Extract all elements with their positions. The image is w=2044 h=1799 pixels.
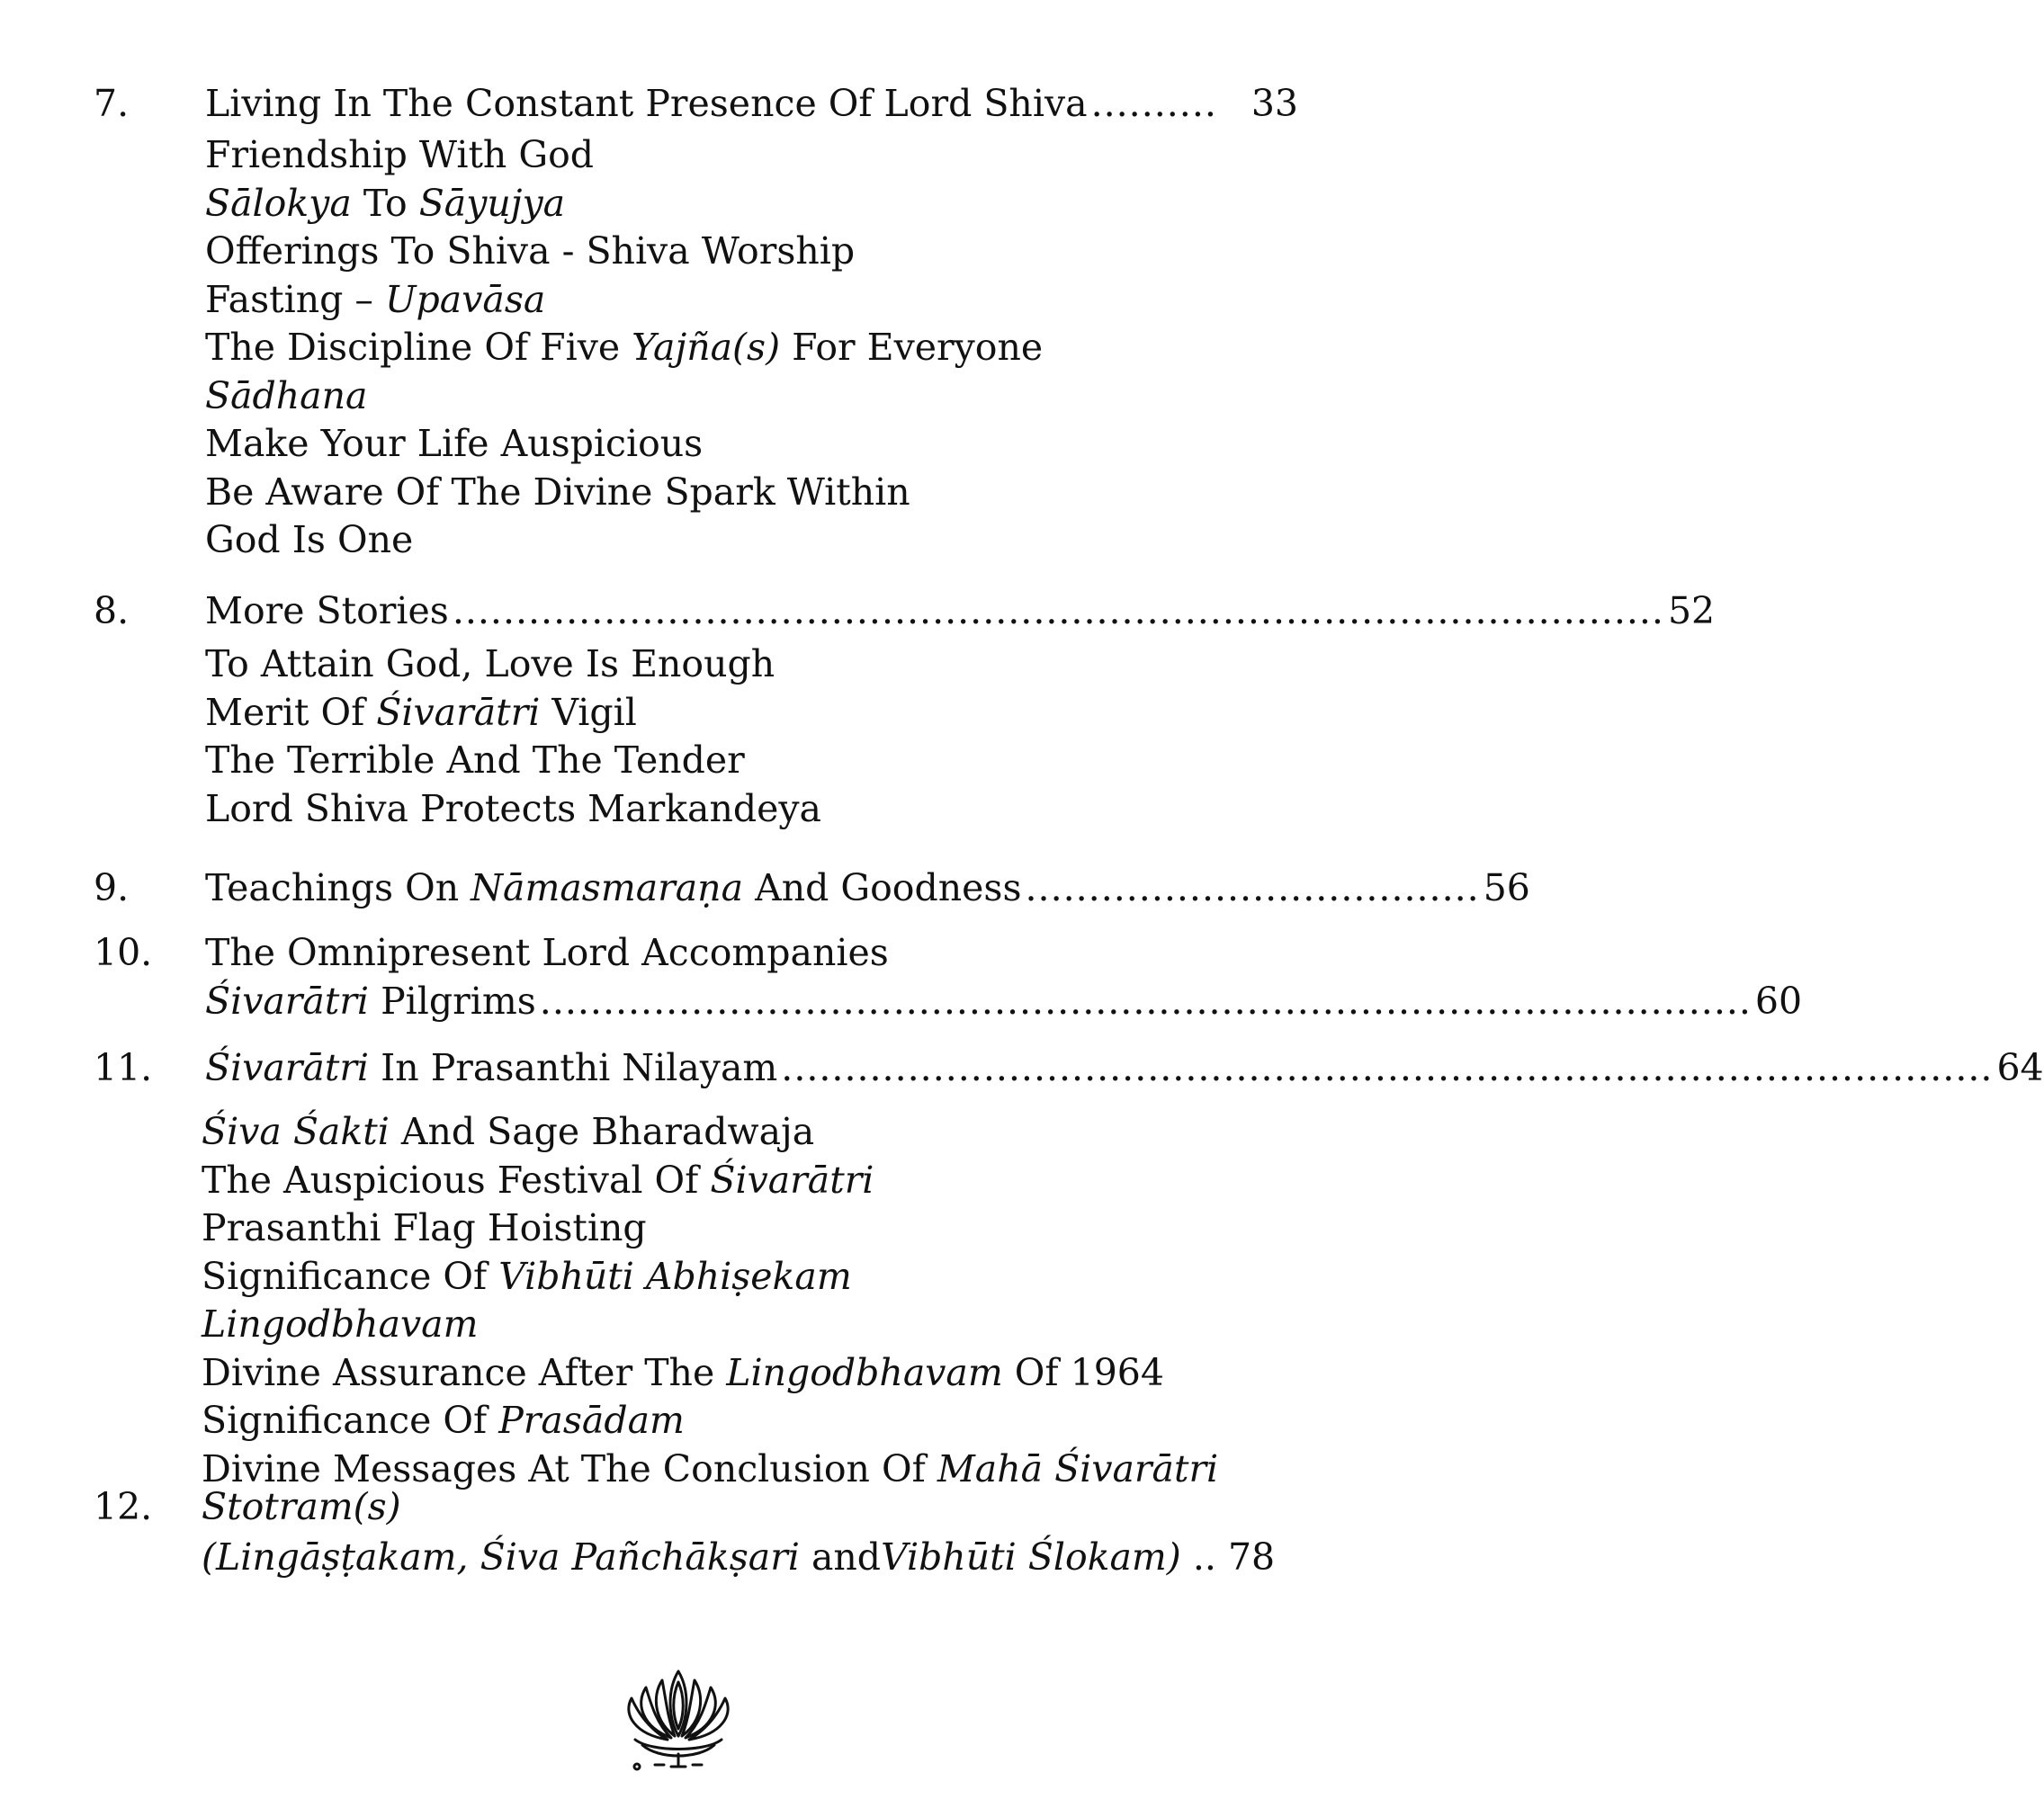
chapter-10-page: 60 <box>1754 980 1803 1023</box>
chapter-10-title-line1[interactable]: The Omnipresent Lord Accompanies <box>205 931 889 974</box>
dot-leader: ................................................................................................ <box>539 980 1752 1023</box>
chapter-8-entry[interactable] <box>205 586 1716 635</box>
chapter-8-number: 8. <box>94 589 130 632</box>
section-text: Offerings To Shiva - Shiva Worship <box>205 229 856 273</box>
section-entry[interactable] <box>202 1349 1326 1398</box>
section-italic-text: Vibhūti Abhiṣekam <box>498 1254 852 1298</box>
section-text: For Everyone <box>780 326 1044 369</box>
section-text: Prasanthi Flag Hoisting <box>202 1206 647 1249</box>
chapter-9-entry[interactable] <box>205 864 1530 912</box>
dot-leader: ................................................................................................ <box>452 589 1664 632</box>
chapter-9-title-part: Teachings On <box>205 866 471 909</box>
section-text: Significance Of <box>202 1254 499 1298</box>
section-text: Fasting – <box>205 277 385 321</box>
section-italic-text: Śivarātri <box>710 1158 874 1202</box>
chapter-9-title-italic: Nāmasmaraṇa <box>471 866 744 909</box>
section-text: Lord Shiva Protects Markandeya <box>205 786 821 830</box>
lotus-icon <box>615 1653 741 1775</box>
chapter-10-number: 10. <box>94 931 153 974</box>
section-entry[interactable] <box>202 1108 1326 1157</box>
section-text: Make Your Life Auspicious <box>205 422 704 465</box>
chapter-12-page: 78 <box>1227 1535 1276 1579</box>
section-text: Vigil <box>540 690 637 734</box>
section-italic-text: Sāyujya <box>418 181 566 225</box>
section-italic-text: Lingodbhavam <box>202 1302 479 1346</box>
chapter-7-page: 33 <box>1251 82 1298 125</box>
section-text: And Sage Bharadwaja <box>389 1110 815 1153</box>
section-entry[interactable] <box>205 640 1330 689</box>
chapter-12-entry[interactable] <box>202 1533 1295 1581</box>
section-entry[interactable] <box>205 785 1330 834</box>
section-italic-text: Yajña(s) <box>632 326 781 369</box>
chapter-11-page: 64 <box>1996 1046 2044 1089</box>
dot-leader: ................................................................................................ <box>781 1046 1994 1089</box>
chapter-11-number: 11. <box>94 1046 153 1089</box>
section-text: Friendship With God <box>205 133 595 176</box>
section-entry[interactable] <box>205 324 1330 372</box>
chapter-10-entry[interactable] <box>205 977 1803 1025</box>
chapter-7-title: Living In The Constant Presence Of Lord Shiva <box>205 82 1088 125</box>
section-text: Be Aware Of The Divine Spark Within <box>205 470 910 514</box>
section-text: Divine Assurance After The <box>202 1350 727 1394</box>
section-text: Significance Of <box>202 1399 499 1442</box>
chapter-8-sections <box>205 640 1330 833</box>
section-italic-text: Mahā Śivarātri <box>937 1446 1219 1490</box>
chapter-11-title <box>205 1043 777 1092</box>
chapter-12-number: 12. <box>94 1485 153 1528</box>
dot-leader: .. <box>1180 1535 1228 1579</box>
chapter-9-number: 9. <box>94 866 130 909</box>
dot-leader: .................................... <box>1025 866 1480 909</box>
section-entry[interactable] <box>202 1301 1326 1349</box>
chapter-7-number: 7. <box>94 82 130 125</box>
section-entry[interactable] <box>205 228 1330 276</box>
chapter-7-entry[interactable] <box>205 79 1298 128</box>
chapter-10-title-line2 <box>205 977 536 1025</box>
chapter-12-stotram-list-end: Vibhūti Ślokam) <box>881 1535 1181 1579</box>
chapter-8-title: More Stories <box>205 589 449 632</box>
chapter-7-sections <box>205 131 1330 565</box>
section-italic-text: Prasādam <box>498 1399 685 1442</box>
section-entry[interactable] <box>205 737 1330 785</box>
section-italic-text: Lingodbhavam <box>726 1350 1003 1394</box>
section-entry[interactable] <box>205 516 1330 565</box>
chapter-11-sections <box>202 1108 1326 1493</box>
dot-leader: .......... <box>1090 82 1217 125</box>
section-entry[interactable] <box>205 276 1330 325</box>
chapter-9-title-part: And Goodness <box>743 866 1022 909</box>
section-italic-text: Śivarātri <box>376 690 541 734</box>
section-italic-text: Śiva Śakti <box>202 1110 390 1153</box>
chapter-10-title-italic: Śivarātri <box>205 980 370 1023</box>
section-text: To Attain God, Love Is Enough <box>205 642 775 685</box>
chapter-11-title-part: In Prasanthi Nilayam <box>369 1046 778 1089</box>
section-entry[interactable] <box>205 372 1330 421</box>
section-italic-text: Sālokya <box>205 181 352 225</box>
section-italic-text: Sādhana <box>205 373 368 417</box>
section-entry[interactable] <box>202 1397 1326 1445</box>
chapter-8-page: 52 <box>1667 589 1716 632</box>
chapter-9-page: 56 <box>1483 866 1530 909</box>
chapter-11-title-italic: Śivarātri <box>205 1046 370 1089</box>
chapter-12-stotram-list: (Lingāṣṭakam, Śiva Pañchākṣari <box>202 1535 800 1579</box>
section-text: Divine Messages At The Conclusion Of <box>202 1446 937 1490</box>
section-text: The Terrible And The Tender <box>205 738 745 782</box>
chapter-12-title-line1[interactable] <box>202 1482 1295 1531</box>
section-text: The Discipline Of Five <box>205 326 632 369</box>
section-text: The Auspicious Festival Of <box>202 1158 711 1202</box>
section-entry[interactable] <box>205 180 1330 228</box>
section-text: God Is One <box>205 518 414 561</box>
section-entry[interactable] <box>205 689 1330 738</box>
section-italic-text: Upavāsa <box>384 277 546 321</box>
section-entry[interactable] <box>202 1157 1326 1205</box>
chapter-10-title-part: Pilgrims <box>369 980 536 1023</box>
section-text: To <box>351 181 419 225</box>
section-text: Of 1964 <box>1002 1350 1164 1394</box>
chapter-12-connector: and <box>799 1535 882 1579</box>
section-entry[interactable] <box>205 131 1330 180</box>
chapter-11-entry[interactable] <box>205 1043 2044 1092</box>
section-entry[interactable] <box>205 420 1330 469</box>
chapter-12-title-italic: Stotram(s) <box>202 1485 401 1528</box>
section-entry[interactable] <box>202 1253 1326 1302</box>
chapter-9-title <box>205 864 1022 912</box>
section-text: Merit Of <box>205 690 377 734</box>
section-entry[interactable] <box>205 469 1330 517</box>
section-entry[interactable] <box>202 1204 1326 1253</box>
